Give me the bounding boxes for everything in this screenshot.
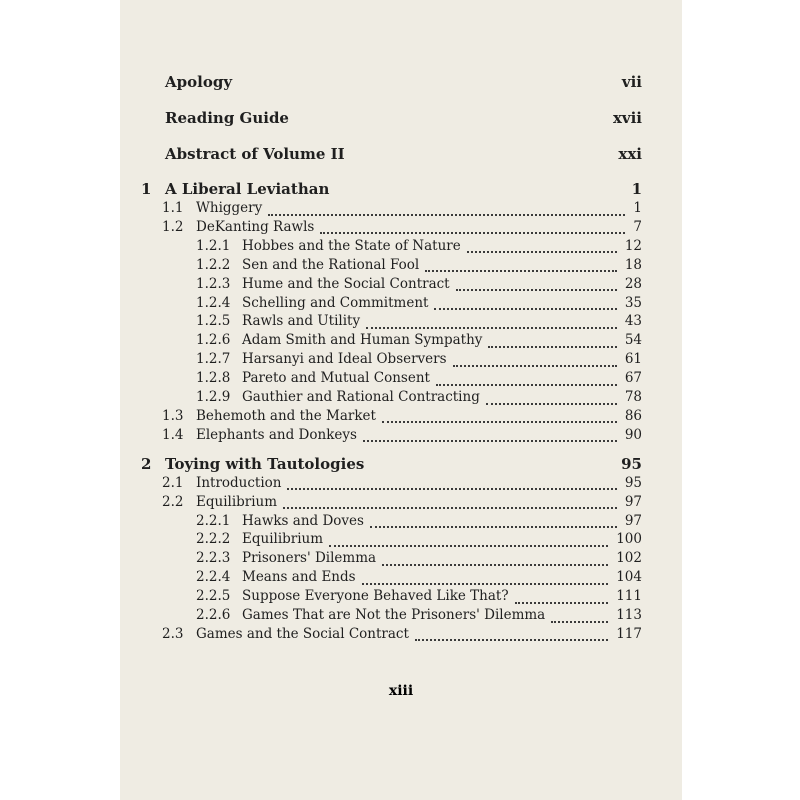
subsection-entry (120, 351, 682, 371)
entry-page-number: 111 (616, 588, 642, 605)
subsection-entry (120, 513, 682, 533)
entry-title: Apology (165, 73, 233, 91)
entry-title: Games and the Social Contract (196, 625, 409, 642)
page-number: xiii (388, 683, 414, 699)
entry-title: Suppose Everyone Behaved Like That? (242, 588, 509, 605)
entry-page-number: 104 (616, 569, 642, 586)
entry-number: 1.2.3 (196, 275, 231, 292)
entry-title: Hawks and Doves (242, 512, 364, 529)
entry-page-number: 12 (624, 237, 642, 254)
leader-dots (551, 621, 608, 623)
section-entry (120, 626, 682, 646)
entry-number: 1.2.8 (196, 370, 231, 387)
entry-number: 1.2.9 (196, 389, 231, 405)
leader-dots (268, 214, 625, 216)
entry-page-number: 117 (616, 625, 642, 642)
entry-page-number: 67 (624, 370, 642, 387)
entry-page-number: vii (621, 73, 642, 91)
entry-number: 1.2.4 (196, 294, 231, 311)
entry-page-number: 97 (624, 512, 642, 529)
subsection-entry (120, 313, 682, 333)
table-of-contents (120, 0, 682, 800)
subsection-entry (120, 276, 682, 296)
entry-page-number: 97 (624, 493, 642, 510)
leader-dots (329, 545, 608, 547)
entry-page-number: 95 (621, 454, 642, 473)
entry-title: Harsanyi and Ideal Observers (242, 351, 447, 368)
entry-page-number: 43 (624, 313, 642, 330)
subsection-entry (120, 332, 682, 352)
leader-dots (283, 507, 617, 509)
entry-number: 2.2.1 (196, 512, 231, 529)
leader-dots (415, 639, 608, 641)
entry-title: Introduction (196, 474, 282, 491)
entry-title: Hobbes and the State of Nature (242, 237, 461, 254)
entry-number: 1 (141, 180, 152, 198)
subsection-entry (120, 295, 682, 315)
entry-title: Equilibrium (196, 493, 278, 510)
entry-title: A Liberal Leviathan (165, 180, 330, 198)
entry-page-number: 35 (624, 294, 642, 311)
leader-dots (486, 403, 617, 405)
entry-title: Elephants and Donkeys (196, 426, 357, 443)
entry-page-number: 78 (624, 389, 642, 405)
entry-number: 2.1 (162, 474, 184, 491)
entry-page-number: 28 (624, 275, 642, 292)
subsection-entry (120, 389, 682, 409)
entry-page-number: 7 (633, 218, 642, 235)
entry-number: 2.3 (162, 625, 184, 642)
entry-number: 1.4 (162, 426, 184, 443)
entry-number: 1.1 (162, 200, 184, 216)
leader-dots (287, 488, 616, 490)
entry-title: Behemoth and the Market (196, 407, 376, 424)
entry-number: 1.2.7 (196, 351, 231, 368)
leader-dots (453, 365, 617, 367)
entry-page-number: xvii (612, 109, 642, 127)
leader-dots (366, 327, 617, 329)
entry-title: Whiggery (196, 200, 263, 216)
entry-page-number: 100 (616, 531, 642, 548)
leader-dots (363, 440, 617, 442)
entry-title: Means and Ends (242, 569, 356, 586)
leader-dots (488, 346, 616, 348)
chapter-entry (120, 180, 682, 200)
entry-page-number: 95 (624, 474, 642, 491)
subsection-entry (120, 257, 682, 277)
entry-page-number: 113 (616, 607, 642, 623)
front-matter-entry (120, 73, 682, 93)
entry-title: Schelling and Commitment (242, 294, 429, 311)
leader-dots (456, 289, 617, 291)
entry-title: Pareto and Mutual Consent (242, 370, 430, 387)
section-entry (120, 494, 682, 514)
subsection-entry (120, 531, 682, 551)
entry-number: 2.2 (162, 493, 184, 510)
entry-title: Rawls and Utility (242, 313, 361, 330)
entry-number: 2.2.6 (196, 607, 231, 623)
leader-dots (382, 421, 617, 423)
section-entry (120, 200, 682, 220)
entry-number: 2.2.5 (196, 588, 231, 605)
leader-dots (434, 308, 616, 310)
subsection-entry (120, 607, 682, 627)
subsection-entry (120, 238, 682, 258)
front-matter-entry (120, 109, 682, 129)
entry-title: Abstract of Volume II (165, 145, 345, 163)
leader-dots (425, 270, 617, 272)
entry-page-number: 1 (631, 180, 642, 198)
leader-dots (436, 384, 617, 386)
entry-number: 1.2.1 (196, 237, 231, 254)
entry-title: Gauthier and Rational Contracting (242, 389, 480, 405)
entry-page-number: xxi (618, 145, 642, 163)
section-entry (120, 408, 682, 428)
subsection-entry (120, 370, 682, 390)
leader-dots (362, 583, 609, 585)
subsection-entry (120, 550, 682, 570)
entry-page-number: 54 (624, 332, 642, 349)
entry-title: Hume and the Social Contract (242, 275, 450, 292)
section-entry (120, 219, 682, 239)
entry-number: 2.2.2 (196, 531, 231, 548)
entry-page-number: 102 (616, 550, 642, 567)
entry-page-number: 18 (624, 256, 642, 273)
entry-title: Toying with Tautologies (165, 454, 365, 473)
entry-page-number: 90 (624, 426, 642, 443)
leader-dots (467, 251, 617, 253)
entry-page-number: 61 (624, 351, 642, 368)
section-entry (120, 427, 682, 447)
entry-title: Sen and the Rational Fool (242, 256, 420, 273)
entry-title: Prisoners' Dilemma (242, 550, 377, 567)
leader-dots (382, 564, 608, 566)
entry-title: Reading Guide (165, 109, 289, 127)
front-matter-entry (120, 145, 682, 165)
entry-title: DeKanting Rawls (196, 218, 315, 235)
entry-title: Equilibrium (242, 531, 324, 548)
entry-page-number: 86 (624, 407, 642, 424)
entry-number: 2.2.4 (196, 569, 231, 586)
entry-title: Games That are Not the Prisoners' Dilemma (242, 607, 546, 623)
entry-number: 1.2.2 (196, 256, 231, 273)
chapter-entry (120, 455, 682, 475)
subsection-entry (120, 569, 682, 589)
entry-number: 2.2.3 (196, 550, 231, 567)
entry-number: 1.2.6 (196, 332, 231, 349)
leader-dots (515, 602, 609, 604)
leader-dots (320, 232, 625, 234)
leader-dots (370, 526, 617, 528)
subsection-entry (120, 588, 682, 608)
section-entry (120, 475, 682, 495)
book-page (120, 0, 682, 800)
entry-number: 1.3 (162, 407, 184, 424)
entry-title: Adam Smith and Human Sympathy (242, 332, 483, 349)
entry-number: 1.2 (162, 218, 184, 235)
entry-number: 1.2.5 (196, 313, 231, 330)
entry-page-number: 1 (633, 200, 642, 216)
entry-number: 2 (141, 454, 152, 473)
